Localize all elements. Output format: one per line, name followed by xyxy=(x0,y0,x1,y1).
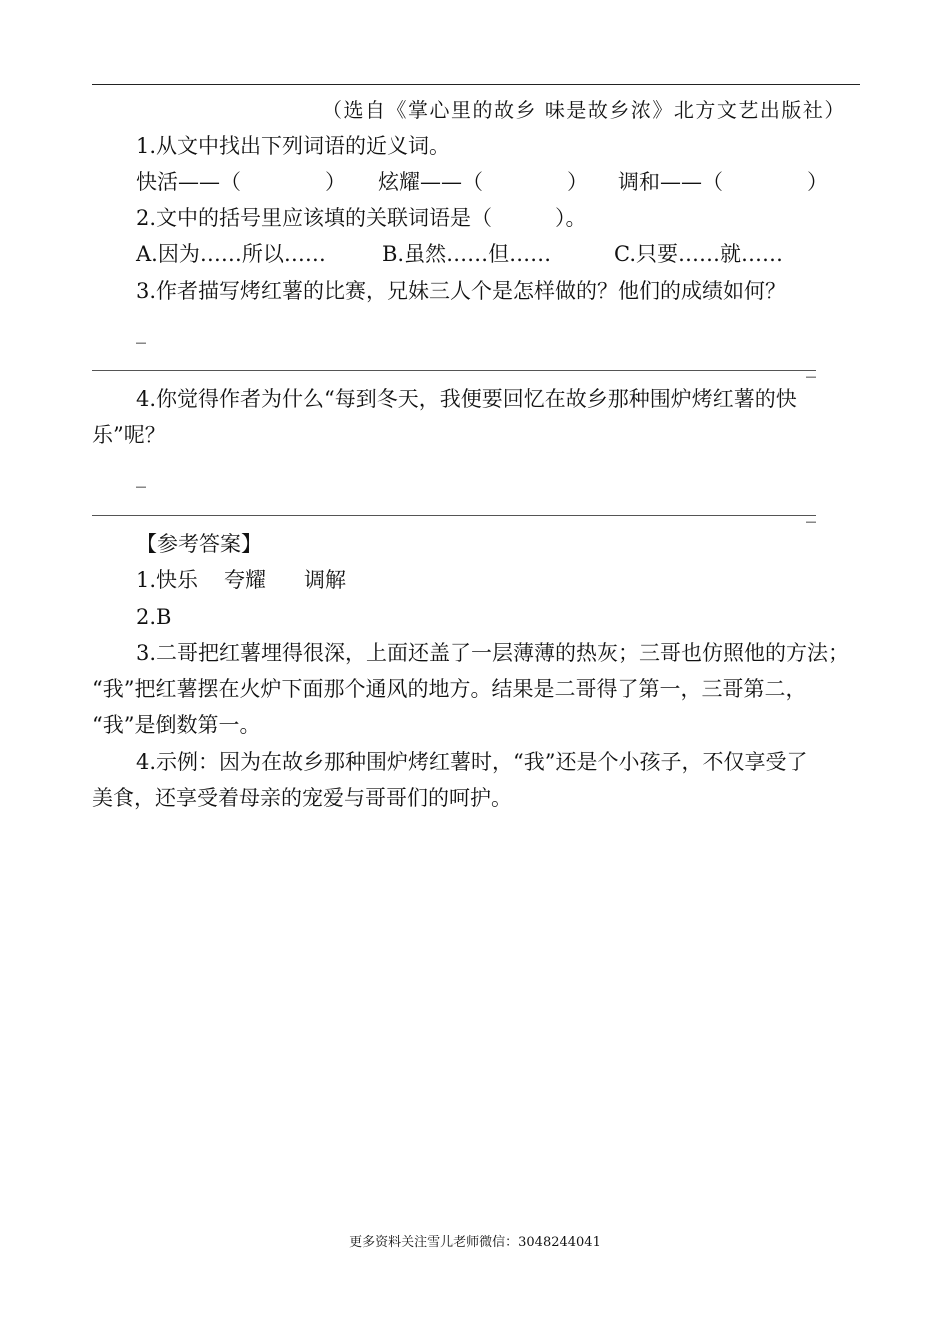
answer-blank-mark: _ xyxy=(136,464,146,488)
answer-blank-mark: _ xyxy=(806,499,816,523)
answer-4-line-1: 4.示例：因为在故乡那种围炉烤红薯时，“我”还是个小孩子，不仅享受了 xyxy=(136,750,808,774)
question-1-item-2: 炫耀——（ ） xyxy=(378,170,588,194)
question-1-item-3: 调和——（ ） xyxy=(618,170,828,194)
question-4-line-2: 乐”呢？ xyxy=(92,423,166,447)
answer-1-word-1: 1.快乐 xyxy=(136,568,199,592)
question-2-option-c: C.只要……就…… xyxy=(614,242,783,266)
question-2-option-b: B.虽然……但…… xyxy=(382,242,552,266)
answer-line xyxy=(92,370,816,371)
answer-3-line-3: “我”是倒数第一。 xyxy=(92,713,261,737)
question-2-stem: 2.文中的括号里应该填的关联词语是（ ）。 xyxy=(136,206,587,230)
answers-heading: 【参考答案】 xyxy=(136,532,262,556)
answer-line xyxy=(92,515,816,516)
answer-blank-mark: _ xyxy=(806,354,816,378)
top-rule xyxy=(92,84,860,85)
question-1-item-1: 快活——（ ） xyxy=(136,170,346,194)
question-1-stem: 1.从文中找出下列词语的近义词。 xyxy=(136,134,451,158)
question-2-options xyxy=(136,239,783,269)
answer-blank-mark: _ xyxy=(136,320,146,344)
answer-1-word-2: 夸耀 xyxy=(224,568,266,592)
footer-note: 更多资料关注雪儿老师微信：3048244041 xyxy=(349,1235,601,1250)
answer-3-line-2: “我”把红薯摆在火炉下面那个通风的地方。结果是二哥得了第一，三哥第二， xyxy=(92,677,807,701)
answer-4-line-2: 美食，还享受着母亲的宠爱与哥哥们的呵护。 xyxy=(92,786,512,810)
question-4-line-1: 4.你觉得作者为什么“每到冬天，我便要回忆在故乡那种围炉烤红薯的快 xyxy=(136,387,797,411)
answer-2: 2.B xyxy=(136,605,172,629)
question-2-option-a: A.因为……所以…… xyxy=(136,242,326,266)
answer-1 xyxy=(136,565,346,595)
answer-3-line-1: 3.二哥把红薯埋得很深，上面还盖了一层薄薄的热灰；三哥也仿照他的方法； xyxy=(136,641,850,665)
question-3-stem: 3.作者描写烤红薯的比赛，兄妹三人个是怎样做的？他们的成绩如何？ xyxy=(136,279,787,303)
answer-1-word-3: 调解 xyxy=(304,568,346,592)
question-1-items xyxy=(136,167,828,197)
source-citation: （选自《掌心里的故乡 味是故乡浓》北方文艺出版社） xyxy=(322,98,846,122)
